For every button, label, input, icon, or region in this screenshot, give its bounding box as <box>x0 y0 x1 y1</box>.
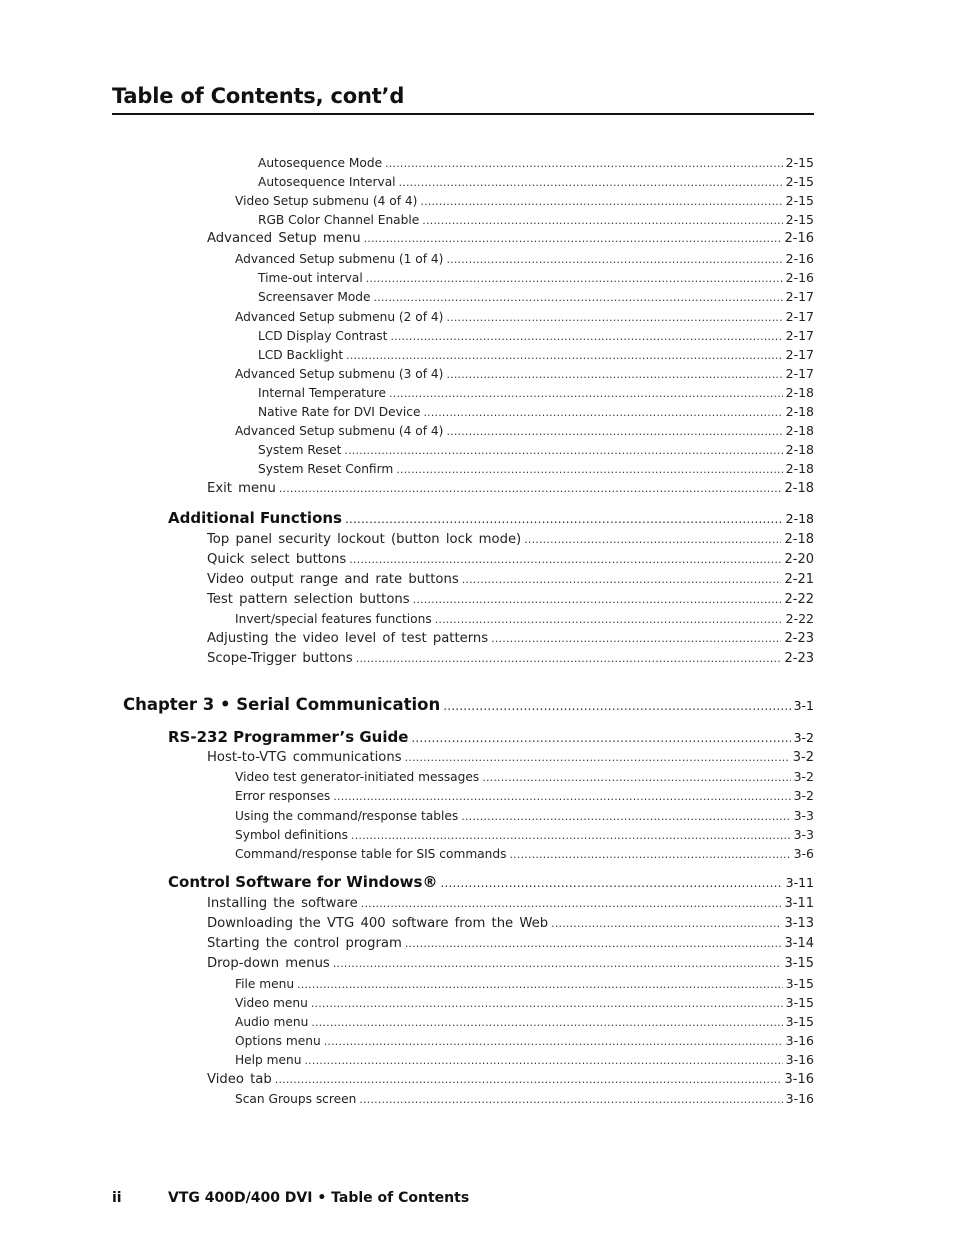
toc-entry-label: Installing the software <box>207 896 358 911</box>
toc-entry-label: Advanced Setup submenu (4 of 4) <box>235 424 444 438</box>
toc-entry-label: Additional Functions <box>168 509 342 527</box>
dot-leader <box>344 444 782 457</box>
dot-leader <box>443 699 790 713</box>
toc-entry-page: 2-18 <box>785 385 814 400</box>
toc-entry-label: File menu <box>235 977 295 991</box>
toc-entry-label: Scope-Trigger buttons <box>207 651 353 666</box>
dot-leader <box>356 652 782 665</box>
toc-entry[interactable] <box>235 808 814 823</box>
toc-entry-page: 3-11 <box>785 875 814 890</box>
dot-leader <box>311 997 783 1010</box>
toc-entry-label: Video test generator-initiated messages <box>235 770 480 784</box>
toc-entry-label: Advanced Setup submenu (3 of 4) <box>235 367 444 381</box>
dot-leader <box>462 573 782 586</box>
toc-entry-label: RS-232 Programmer’s Guide <box>168 728 409 746</box>
toc-entry-label: System Reset Confirm <box>258 462 394 476</box>
toc-entry-label: Advanced Setup menu <box>207 231 361 246</box>
dot-leader <box>411 731 790 745</box>
toc-entry[interactable] <box>207 631 814 646</box>
toc-entry-page: 3-13 <box>784 916 814 931</box>
toc-entry-page: 3-15 <box>785 976 814 991</box>
dot-leader <box>405 751 790 764</box>
toc-entry-page: 2-23 <box>784 651 814 666</box>
toc-entry[interactable] <box>235 788 814 803</box>
toc-entry[interactable] <box>258 270 814 285</box>
toc-entry[interactable] <box>235 193 814 208</box>
toc-entry-label: Time-out interval <box>258 271 363 285</box>
toc-entry-label: Autosequence Mode <box>258 156 383 170</box>
toc-entry-page: 3-16 <box>785 1091 814 1106</box>
toc-entry-page: 2-23 <box>784 631 814 646</box>
toc-entry-label: Invert/special features functions <box>235 612 432 626</box>
toc-entry[interactable] <box>235 1052 814 1067</box>
toc-entry-page: 2-21 <box>784 572 814 587</box>
dot-leader <box>345 512 783 526</box>
toc-entry[interactable] <box>235 769 814 784</box>
toc-entry-label: Test pattern selection buttons <box>207 592 410 607</box>
toc-entry-page: 2-18 <box>784 532 814 547</box>
dot-leader <box>389 387 783 400</box>
dot-leader <box>524 533 781 546</box>
dot-leader <box>435 613 783 626</box>
toc-entry-label: Video output range and rate buttons <box>207 572 459 587</box>
toc-entry[interactable] <box>258 442 814 457</box>
toc-entry-label: Video Setup submenu (4 of 4) <box>235 194 418 208</box>
dot-leader <box>364 232 782 245</box>
dot-leader <box>275 1073 782 1086</box>
toc-entry-page: 3-16 <box>785 1052 814 1067</box>
dot-leader <box>333 790 790 803</box>
dot-leader <box>399 176 783 189</box>
toc-entry-label: Screensaver Mode <box>258 290 371 304</box>
footer-document-title: VTG 400D/400 DVI • Table of Contents <box>168 1190 470 1206</box>
dot-leader <box>461 810 790 823</box>
toc-entry[interactable] <box>235 846 814 861</box>
toc-entry-page: 3-3 <box>793 808 814 823</box>
toc-entry-page: 2-17 <box>785 289 814 304</box>
toc-entry-page: 2-15 <box>785 155 814 170</box>
dot-leader <box>396 463 782 476</box>
dot-leader <box>351 829 791 842</box>
dot-leader <box>413 593 782 606</box>
toc-entry-page: 2-17 <box>785 366 814 381</box>
toc-entry-page: 2-22 <box>785 611 814 626</box>
toc-entry-page: 2-18 <box>785 442 814 457</box>
dot-leader <box>304 1054 782 1067</box>
toc-entry-label: Help menu <box>235 1053 302 1067</box>
page-title: Table of Contents, cont’d <box>112 84 405 108</box>
dot-leader <box>385 157 783 170</box>
dot-leader <box>349 553 781 566</box>
dot-leader <box>446 253 782 266</box>
dot-leader <box>333 957 782 970</box>
toc-entry-label: Autosequence Interval <box>258 175 396 189</box>
toc-entry-page: 2-15 <box>785 174 814 189</box>
toc-entry-page: 3-2 <box>793 788 814 803</box>
toc-entry[interactable] <box>235 366 814 381</box>
toc-entry[interactable] <box>235 1033 814 1048</box>
toc-entry[interactable] <box>207 936 814 951</box>
toc-entry-page: 2-15 <box>785 212 814 227</box>
toc-entry-page: 3-2 <box>792 750 814 765</box>
dot-leader <box>311 1016 782 1029</box>
dot-leader <box>359 1093 782 1106</box>
dot-leader <box>509 848 790 861</box>
toc-entry[interactable] <box>207 916 814 931</box>
toc-entry-page: 3-2 <box>793 730 814 745</box>
toc-entry-page: 2-18 <box>785 423 814 438</box>
toc-entry-page: 2-17 <box>785 347 814 362</box>
toc-entry[interactable] <box>207 750 814 765</box>
toc-entry-label: Using the command/response tables <box>235 809 459 823</box>
dot-leader <box>405 937 782 950</box>
toc-entry-page: 3-6 <box>793 846 814 861</box>
toc-entry-label: Native Rate for DVI Device <box>258 405 421 419</box>
toc-entry-label: Symbol definitions <box>235 828 348 842</box>
toc-entry-label: LCD Backlight <box>258 348 344 362</box>
toc-entry[interactable] <box>258 385 814 400</box>
dot-leader <box>440 876 782 890</box>
toc-entry[interactable] <box>258 212 814 227</box>
dot-leader <box>482 771 790 784</box>
toc-entry[interactable] <box>235 1091 814 1106</box>
toc-entry[interactable] <box>168 728 814 746</box>
toc-entry[interactable] <box>207 1072 814 1087</box>
dot-leader <box>446 425 782 438</box>
toc-entry-label: Advanced Setup submenu (2 of 4) <box>235 310 444 324</box>
dot-leader <box>346 349 782 362</box>
toc-entry-label: Control Software for Windows® <box>168 873 438 891</box>
toc-entry-page: 2-18 <box>785 511 814 526</box>
toc-entry-label: Error responses <box>235 789 331 803</box>
toc-entry[interactable] <box>123 695 814 714</box>
toc-entry-page: 2-18 <box>785 461 814 476</box>
toc-entry-label: Scan Groups screen <box>235 1092 357 1106</box>
dot-leader <box>279 482 782 495</box>
toc-entry[interactable] <box>258 461 814 476</box>
toc-entry-label: Drop-down menus <box>207 956 330 971</box>
toc-entry-page: 3-2 <box>793 769 814 784</box>
toc-entry-label: Video menu <box>235 996 308 1010</box>
toc-entry[interactable] <box>235 995 814 1010</box>
toc-entry-label: Adjusting the video level of test patterns <box>207 631 489 646</box>
toc-entry-label: Starting the control program <box>207 936 402 951</box>
toc-entry-page: 3-16 <box>785 1033 814 1048</box>
toc-entry-page: 2-17 <box>785 328 814 343</box>
dot-leader <box>374 291 783 304</box>
dot-leader <box>361 897 782 910</box>
toc-entry-label: Internal Temperature <box>258 386 387 400</box>
dot-leader <box>491 632 781 645</box>
toc-entry[interactable] <box>207 896 814 911</box>
toc-entry-page: 2-16 <box>784 231 814 246</box>
toc-entry[interactable] <box>207 592 814 607</box>
toc-entry-page: 3-3 <box>793 827 814 842</box>
toc-entry-page: 3-16 <box>784 1072 814 1087</box>
toc-entry[interactable] <box>235 1014 814 1029</box>
toc-entry-page: 3-15 <box>784 956 814 971</box>
toc-entry-label: Audio menu <box>235 1015 309 1029</box>
toc-entry[interactable] <box>235 611 814 626</box>
toc-entry-page: 2-18 <box>785 404 814 419</box>
dot-leader <box>446 368 782 381</box>
toc-entry-page: 2-15 <box>785 193 814 208</box>
toc-entry-label: Quick select buttons <box>207 552 347 567</box>
toc-entry-label: Top panel security lockout (button lock mode) <box>207 532 522 547</box>
toc-entry-page: 3-11 <box>784 896 814 911</box>
toc-entry-label: Advanced Setup submenu (1 of 4) <box>235 252 444 266</box>
footer-page-number: ii <box>112 1190 122 1206</box>
toc-entry[interactable] <box>235 827 814 842</box>
toc-entry-page: 3-15 <box>785 995 814 1010</box>
dot-leader <box>423 406 782 419</box>
toc-entry-page: 3-1 <box>793 698 814 713</box>
toc-entry[interactable] <box>235 251 814 266</box>
toc-entry-label: System Reset <box>258 443 342 457</box>
toc-entry[interactable] <box>207 651 814 666</box>
toc-entry-label: Command/response table for SIS commands <box>235 847 507 861</box>
toc-entry-label: Downloading the VTG 400 software from the Web <box>207 916 549 931</box>
toc-entry-label: RGB Color Channel Enable <box>258 213 420 227</box>
toc-entry-page: 2-17 <box>785 309 814 324</box>
dot-leader <box>446 311 782 324</box>
toc-entry[interactable] <box>168 873 814 891</box>
dot-leader <box>551 917 781 930</box>
toc-entry[interactable] <box>207 956 814 971</box>
toc-entry[interactable] <box>258 404 814 419</box>
dot-leader <box>390 330 782 343</box>
toc-entry-label: LCD Display Contrast <box>258 329 388 343</box>
toc-entry-page: 2-16 <box>785 270 814 285</box>
toc-entry[interactable] <box>207 231 814 246</box>
toc-entry-page: 2-22 <box>784 592 814 607</box>
toc-entry[interactable] <box>168 509 814 527</box>
toc-entry[interactable] <box>207 481 814 496</box>
toc-entry[interactable] <box>235 976 814 991</box>
toc-entry-page: 2-16 <box>785 251 814 266</box>
toc-entry[interactable] <box>235 309 814 324</box>
toc-entry-page: 2-18 <box>784 481 814 496</box>
toc-entry[interactable] <box>258 347 814 362</box>
toc-entry-label: Chapter 3 • Serial Communication <box>123 695 441 714</box>
toc-entry-page: 2-20 <box>784 552 814 567</box>
dot-leader <box>366 272 783 285</box>
toc-entry[interactable] <box>207 572 814 587</box>
toc-entry-label: Options menu <box>235 1034 321 1048</box>
toc-entry[interactable] <box>207 532 814 547</box>
toc-entry[interactable] <box>235 423 814 438</box>
toc-entry-page: 3-15 <box>785 1014 814 1029</box>
dot-leader <box>422 214 782 227</box>
toc-entry[interactable] <box>258 328 814 343</box>
dot-leader <box>324 1035 783 1048</box>
toc-entry[interactable] <box>258 174 814 189</box>
dot-leader <box>297 978 783 991</box>
toc-entry[interactable] <box>258 155 814 170</box>
toc-entry[interactable] <box>207 552 814 567</box>
toc-entry-page: 3-14 <box>784 936 814 951</box>
toc-entry-label: Host-to-VTG communications <box>207 750 402 765</box>
toc-entry-label: Exit menu <box>207 481 276 496</box>
toc-entry-label: Video tab <box>207 1072 272 1087</box>
toc-entry[interactable] <box>258 289 814 304</box>
dot-leader <box>420 195 782 208</box>
